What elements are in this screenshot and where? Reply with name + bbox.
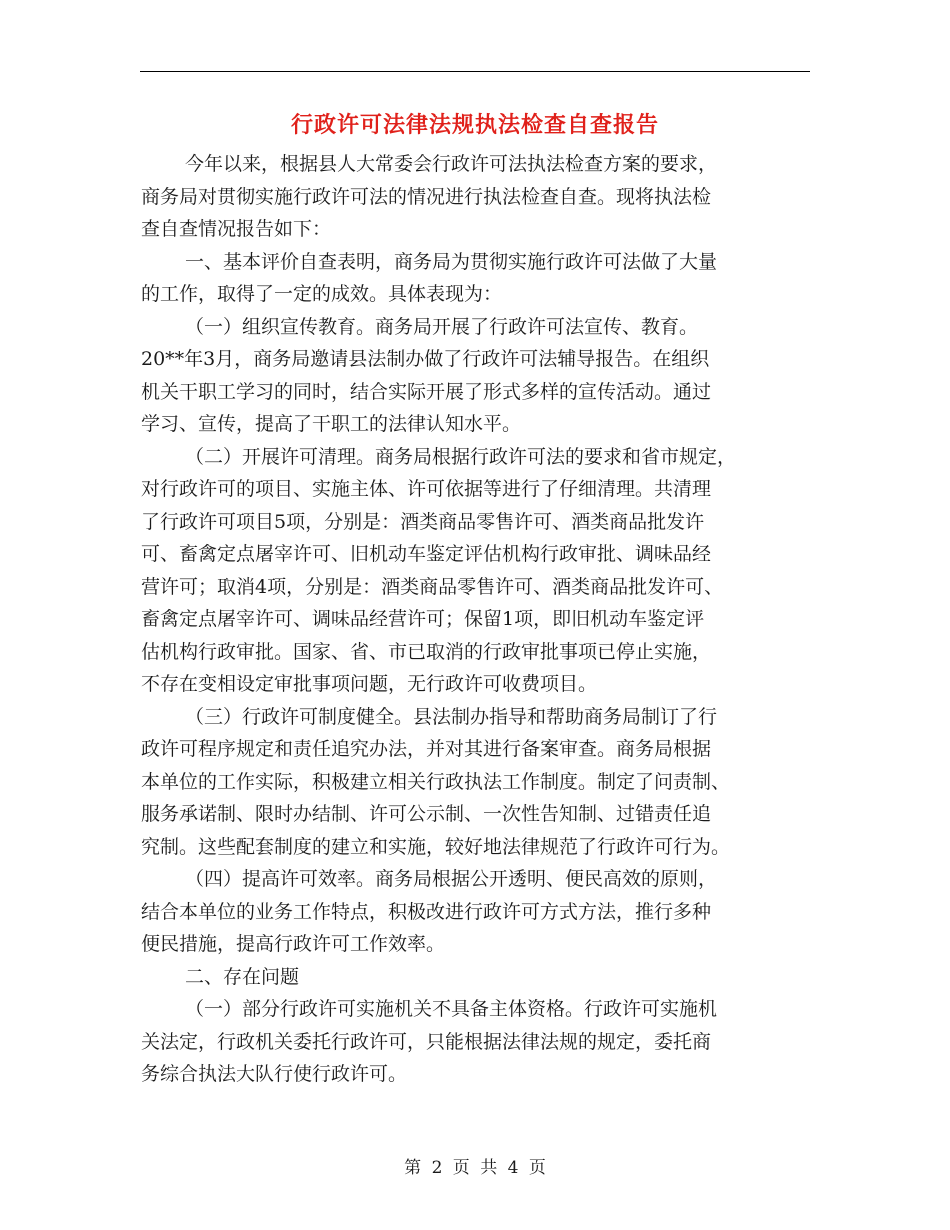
paragraph-line: 机关干职工学习的同时，结合实际开展了形式多样的宣传活动。通过 xyxy=(141,380,712,403)
paragraph-line: 本单位的工作实际，积极建立相关行政执法工作制度。制定了问责制、 xyxy=(141,770,731,793)
paragraph-line: 的工作，取得了一定的成效。具体表现为： xyxy=(141,283,503,305)
paragraph-line: 商务局对贯彻实施行政许可法的情况进行执法检查自查。现将执法检 xyxy=(141,185,712,208)
paragraph-line: 可、畜禽定点屠宰许可、旧机动车鉴定评估机构行政审批、调味品经 xyxy=(141,543,712,565)
paragraph-line: 对行政许可的项目、实施主体、许可依据等进行了仔细清理。共清理 xyxy=(141,478,712,500)
paragraph-line: （四）提高许可效率。商务局根据公开透明、便民高效的原则， xyxy=(185,868,718,890)
paragraph-line: 畜禽定点屠宰许可、调味品经营许可；保留1项，即旧机动车鉴定评 xyxy=(141,608,705,630)
paragraph-line: 便民措施，提高行政许可工作效率。 xyxy=(141,933,446,955)
paragraph-line: 营许可；取消4项，分别是：酒类商品零售许可、酒类商品批发许可、 xyxy=(141,575,724,598)
section-heading: 二、存在问题 xyxy=(185,965,300,988)
paragraph-line: 政许可程序规定和责任追究办法，并对其进行备案审查。商务局根据 xyxy=(141,738,712,760)
document-title: 行政许可法律法规执法检查自查报告 xyxy=(290,112,659,138)
paragraph-line: 不存在变相设定审批事项问题，无行政许可收费项目。 xyxy=(141,673,598,695)
paragraph-line: 学习、宣传，提高了干职工的法律认知水平。 xyxy=(141,413,522,435)
paragraph-line: 究制。这些配套制度的建立和实施，较好地法律规范了行政许可行为。 xyxy=(141,835,731,858)
paragraph-line: 了行政许可项目5项，分别是：酒类商品零售许可、酒类商品批发许 xyxy=(141,510,705,533)
page-number: 第 2 页 共 4 页 xyxy=(404,1158,546,1178)
header-rule xyxy=(140,71,810,72)
paragraph-line: 估机构行政审批。国家、省、市已取消的行政审批事项已停止实施， xyxy=(141,640,712,663)
document-body xyxy=(141,148,806,1091)
paragraph-line: 服务承诺制、限时办结制、许可公示制、一次性告知制、过错责任追 xyxy=(141,803,712,825)
paragraph-line: 20**年3月，商务局邀请县法制办做了行政许可法辅导报告。在组织 xyxy=(141,348,710,370)
paragraph-line: （一）部分行政许可实施机关不具备主体资格。行政许可实施机 xyxy=(185,998,718,1020)
paragraph-line: 查自查情况报告如下： xyxy=(141,218,332,240)
paragraph-line: （二）开展许可清理。商务局根据行政许可法的要求和省市规定， xyxy=(185,445,737,468)
paragraph-line: 务综合执法大队行使行政许可。 xyxy=(141,1063,408,1085)
paragraph-line: 今年以来，根据县人大常委会行政许可法执法检查方案的要求， xyxy=(185,153,718,175)
paragraph-line: 一、基本评价自查表明，商务局为贯彻实施行政许可法做了大量 xyxy=(185,250,718,273)
paragraph-line: （一）组织宣传教育。商务局开展了行政许可法宣传、教育。 xyxy=(185,315,699,338)
paragraph-line: 结合本单位的业务工作特点，积极改进行政许可方式方法，推行多种 xyxy=(141,900,712,923)
paragraph-line: （三）行政许可制度健全。县法制办指导和帮助商务局制订了行 xyxy=(185,705,718,728)
paragraph-line: 关法定，行政机关委托行政许可，只能根据法律法规的规定，委托商 xyxy=(141,1030,712,1053)
